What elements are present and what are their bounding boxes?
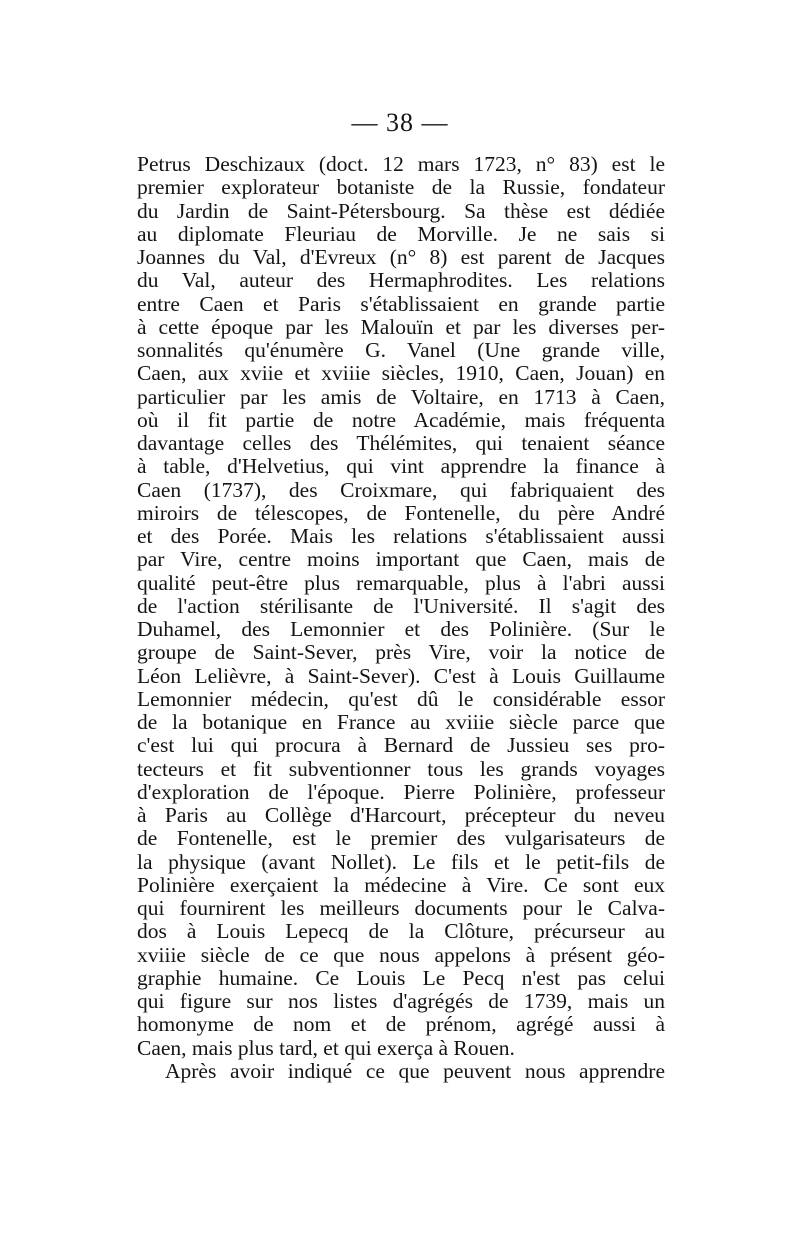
text-line: tecteurs et fit subventionner tous les grands voyages (137, 756, 665, 781)
text-line: d'exploration de l'époque. Pierre Polinière, professeur (137, 779, 665, 804)
text-line: Lemonnier médecin, qu'est dû le considérable essor (137, 686, 665, 711)
text-line: Caen (1737), des Croixmare, qui fabriquaient des (137, 477, 665, 502)
text-line: miroirs de télescopes, de Fontenelle, du père André (137, 500, 665, 525)
text-line: entre Caen et Paris s'établissaient en grande partie (137, 291, 665, 316)
text-line: au diplomate Fleuriau de Morville. Je ne sais si (137, 221, 665, 246)
text-line: Petrus Deschizaux (doct. 12 mars 1723, n° 83) est le (137, 152, 665, 176)
text-line: Après avoir indiqué ce que peuvent nous apprendre (165, 1058, 665, 1083)
text-line: qui fournirent les meilleurs documents pour le Calva- (137, 896, 665, 920)
text-line: Joannes du Val, d'Evreux (n° 8) est parent de Jacques (137, 245, 665, 269)
text-line: de la botanique en France au xviiie siècle parce que (137, 710, 665, 734)
text-line: de Fontenelle, est le premier des vulgarisateurs de (137, 826, 665, 851)
text-line: dos à Louis Lepecq de la Clôture, précurseur au (137, 919, 665, 944)
text-line: la physique (avant Nollet). Le fils et le petit-fils de (137, 849, 665, 874)
text-line: Caen, mais plus tard, et qui exerça à Rouen. (137, 1035, 515, 1060)
text-line: Polinière exerçaient la médecine à Vire. Ce sont eux (137, 872, 665, 897)
text-line: Léon Lelièvre, à Saint-Sever). C'est à Louis Guillaume (137, 663, 665, 688)
text-line: davantage celles des Thélémites, qui tenaient séance (137, 431, 665, 455)
text-line: sonnalités qu'énumère G. Vanel (Une grande ville, (137, 338, 665, 362)
text-line: Duhamel, des Lemonnier et des Polinière. (Sur le (137, 617, 665, 641)
text-line: c'est lui qui procura à Bernard de Jussieu ses pro- (137, 733, 665, 758)
text-line: qui figure sur nos listes d'agrégés de 1739, mais un (137, 989, 665, 1013)
page-number: — 38 — (351, 108, 449, 137)
body-text (137, 153, 665, 1083)
text-line: à table, d'Helvetius, qui vint apprendre la finance à (137, 454, 665, 479)
text-line: xviiie siècle de ce que nous appelons à présent géo- (137, 942, 665, 967)
text-line: qualité peut-être plus remarquable, plus à l'abri aussi (137, 570, 665, 595)
text-line: du Jardin de Saint-Pétersbourg. Sa thèse est dédiée (137, 198, 665, 223)
text-line: et des Porée. Mais les relations s'établissaient aussi (137, 524, 665, 548)
text-line: où il fit partie de notre Académie, mais fréquenta (137, 407, 665, 432)
text-line: du Val, auteur des Hermaphrodites. Les relations (137, 268, 665, 293)
text-line: graphie humaine. Ce Louis Le Pecq n'est pas celui (137, 965, 665, 990)
text-line: homonyme de nom et de prénom, agrégé aussi à (137, 1012, 665, 1037)
text-line: par Vire, centre moins important que Caen, mais de (137, 547, 665, 572)
text-line: particulier par les amis de Voltaire, en 1713 à Caen, (137, 384, 665, 409)
text-line: de l'action stérilisante de l'Université. Il s'agit des (137, 593, 665, 618)
text-line: premier explorateur botaniste de la Russie, fondateur (137, 175, 665, 200)
text-line: à cette époque par les Malouïn et par les diverses per- (137, 314, 665, 339)
text-line: groupe de Saint-Sever, près Vire, voir la notice de (137, 640, 665, 665)
text-line: à Paris au Collège d'Harcourt, précepteur du neveu (137, 803, 665, 827)
text-line: Caen, aux xviie et xviiie siècles, 1910, Caen, Jouan) en (137, 361, 665, 386)
